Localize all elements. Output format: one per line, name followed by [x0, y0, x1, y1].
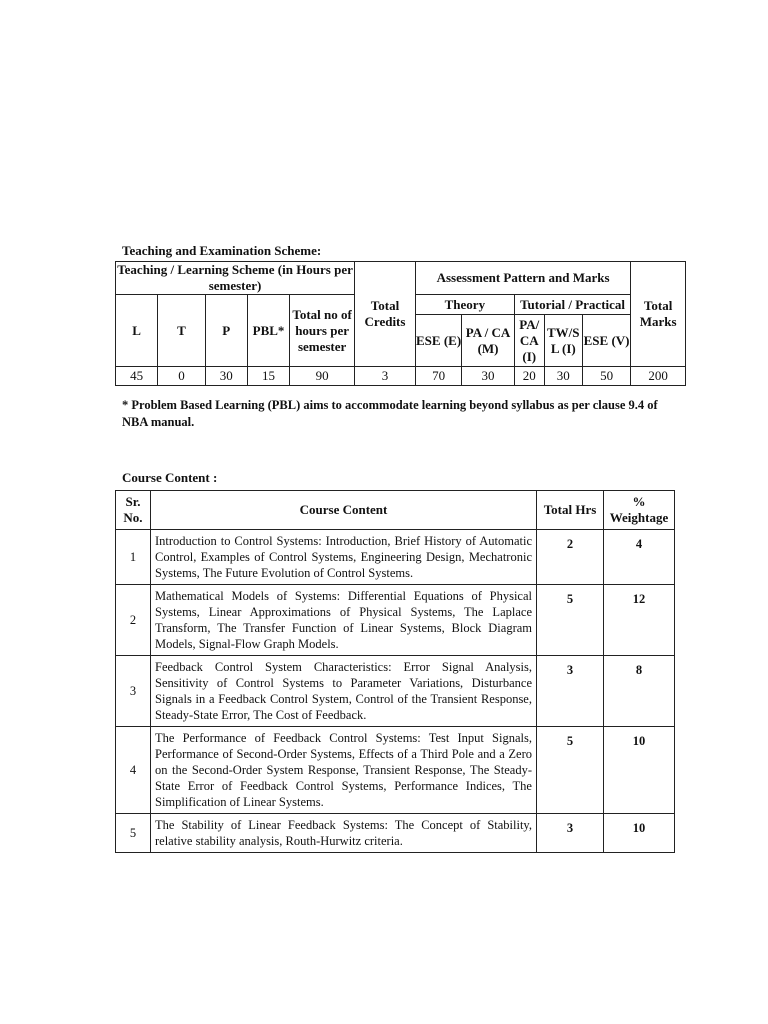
col-t: T	[158, 295, 205, 367]
value-tw: 30	[544, 367, 582, 386]
col-hrs: Total Hrs	[537, 491, 604, 530]
value-p: 30	[205, 367, 247, 386]
total-credits-header: Total Credits	[355, 262, 416, 367]
row-weight: 12	[604, 585, 675, 656]
col-pa-i: PA/ CA (I)	[514, 315, 544, 367]
row-sr: 1	[116, 530, 151, 585]
table-row	[116, 727, 675, 814]
scheme-heading: Teaching and Examination Scheme:	[122, 243, 322, 258]
content-heading: Course Content :	[122, 470, 218, 485]
row-sr: 2	[116, 585, 151, 656]
row-sr: 3	[116, 656, 151, 727]
total-marks-header: Total Marks	[631, 262, 686, 367]
row-sr: 5	[116, 814, 151, 853]
row-weight: 10	[604, 814, 675, 853]
value-t: 0	[158, 367, 205, 386]
row-text: The Performance of Feedback Control Systems: Test Input Signals, Performance of Second-Order Systems, Effects of a Third Pole and a Zero on the Second-Order System Response, Transient Response, The Steady- State Error of Feedback Control Systems, Performance Indices, The Simplification of Linear Systems.	[151, 727, 537, 814]
row-hrs: 5	[537, 585, 604, 656]
assessment-header: Assessment Pattern and Marks	[415, 262, 630, 295]
row-text: Feedback Control System Characteristics: Error Signal Analysis, Sensitivity of Control Systems to Parameter Variations, Disturbance Signals in a Feedback Control System, Control of the Transient Response, Steady-State Error, The Cost of Feedback.	[151, 656, 537, 727]
table-row	[116, 530, 675, 585]
col-pa-m: PA / CA (M)	[462, 315, 515, 367]
row-text: Introduction to Control Systems: Introduction, Brief History of Automatic Control, Examples of Control Systems, Engineering Design, Mechatronic Systems, The Future Evolution of Control Systems.	[151, 530, 537, 585]
col-p: P	[205, 295, 247, 367]
value-pa-m: 30	[462, 367, 515, 386]
col-total-hours: Total no of hours per semester	[290, 295, 355, 367]
row-sr: 4	[116, 727, 151, 814]
table-row	[116, 814, 675, 853]
value-credits: 3	[355, 367, 416, 386]
theory-header: Theory	[415, 295, 514, 315]
value-total-hours: 90	[290, 367, 355, 386]
tutorial-header: Tutorial / Practical	[514, 295, 630, 315]
row-text: Mathematical Models of Systems: Differential Equations of Physical Systems, Linear Approximations of Physical Systems, The Laplace Transform, The Transfer Function of Linear Systems, Block Diagram Models, Signal-Flow Graph Models.	[151, 585, 537, 656]
col-l: L	[116, 295, 158, 367]
value-ese-v: 50	[582, 367, 630, 386]
col-content: Course Content	[151, 491, 537, 530]
pbl-note: * Problem Based Learning (PBL) aims to accommodate learning beyond syllabus as per clause 9.4 of NBA manual.	[122, 398, 658, 429]
row-weight: 8	[604, 656, 675, 727]
col-weight: % Weightage	[604, 491, 675, 530]
col-ese: ESE (E)	[415, 315, 461, 367]
scheme-values-row	[116, 367, 686, 386]
value-l: 45	[116, 367, 158, 386]
col-tw: TW/S L (I)	[544, 315, 582, 367]
row-weight: 4	[604, 530, 675, 585]
row-text: The Stability of Linear Feedback Systems: The Concept of Stability, relative stability analysis, Routh-Hurwitz criteria.	[151, 814, 537, 853]
value-ese: 70	[415, 367, 461, 386]
row-weight: 10	[604, 727, 675, 814]
table-row	[116, 585, 675, 656]
row-hrs: 3	[537, 656, 604, 727]
teaching-header: Teaching / Learning Scheme (in Hours per semester)	[117, 262, 353, 293]
scheme-table	[115, 261, 686, 386]
col-ese-v: ESE (V)	[582, 315, 630, 367]
col-pbl: PBL*	[247, 295, 289, 367]
value-pbl: 15	[247, 367, 289, 386]
content-table	[115, 490, 675, 853]
row-hrs: 5	[537, 727, 604, 814]
value-total-marks: 200	[631, 367, 686, 386]
table-row	[116, 656, 675, 727]
row-hrs: 2	[537, 530, 604, 585]
col-sr: Sr. No.	[116, 491, 151, 530]
row-hrs: 3	[537, 814, 604, 853]
value-pa-i: 20	[514, 367, 544, 386]
